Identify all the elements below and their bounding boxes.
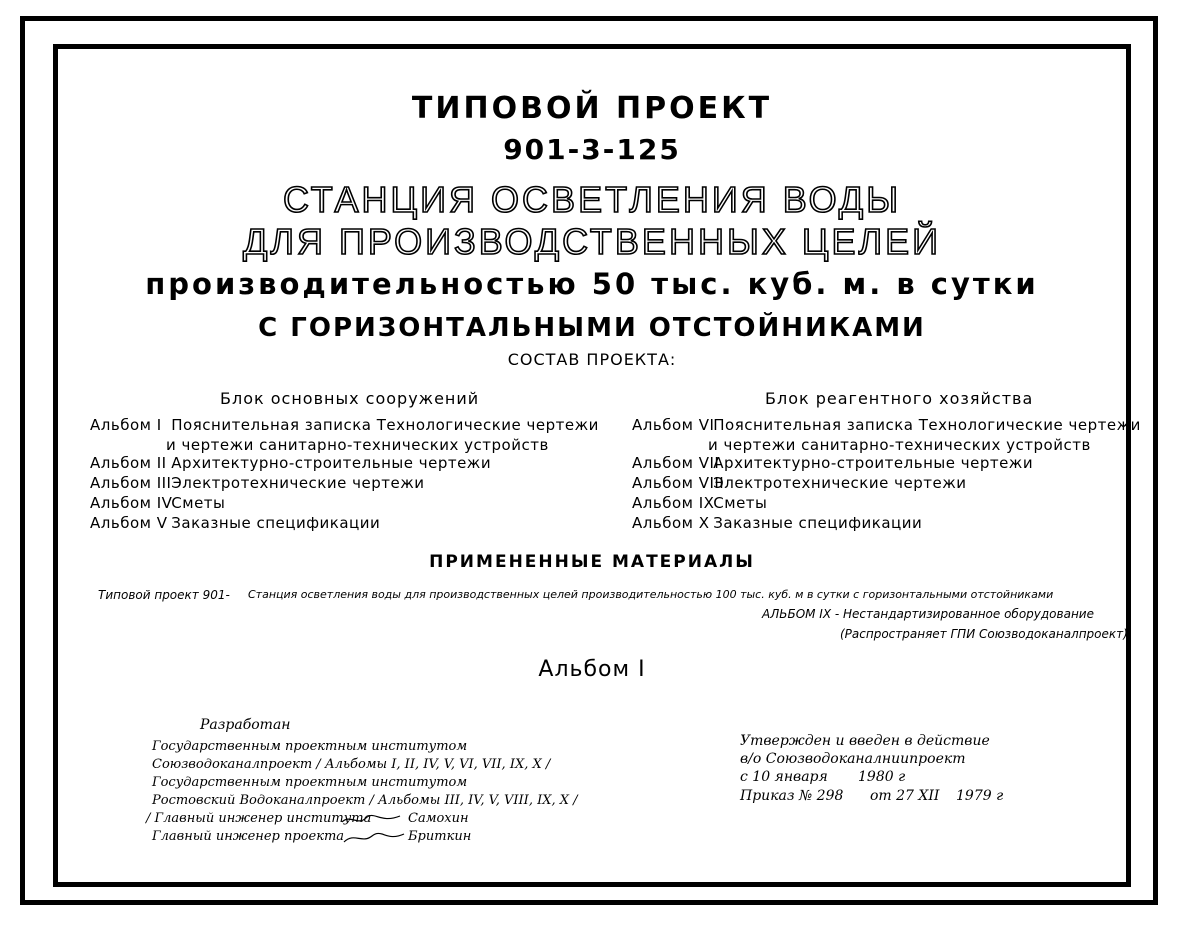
approval-line: в/о Союзводоканалниипроект [740,751,966,767]
signature-image [340,808,408,848]
album-label: Альбом VI [632,416,715,434]
order-year: 1979 г [956,788,1004,804]
album-label: Альбом X [632,514,710,532]
album-description: Электротехнические чертежи [713,474,967,492]
materials-ref-text: Станция осветления воды для производственных целей производительностью 100 тыс. куб. м в сутки с горизонтальными отстойниками [248,588,1054,601]
right-album-row [632,496,767,511]
right-album-row [632,456,1033,471]
left-block-title: Блок основных сооружений [220,389,480,408]
album-description-continued: и чертежи санитарно-технических устройств [708,436,1091,454]
title-capacity: производительностью 50 тыс. куб. м. в сутки [145,267,1039,301]
applied-materials-heading: ПРИМЕНЕННЫЕ МАТЕРИАЛЫ [429,552,755,572]
album-description: Сметы [713,494,768,512]
album-label: Альбом V [90,514,168,532]
signer-name: Самохин [408,811,469,826]
album-description: Заказные спецификации [171,514,381,532]
title-settlers: С ГОРИЗОНТАЛЬНЫМИ ОТСТОЙНИКАМИ [258,313,926,343]
approval-line: Утвержден и введен в действие [740,733,990,749]
title-typical-project: ТИПОВОЙ ПРОЕКТ [411,91,773,126]
developed-line: Ростовский Водоканалпроект / Альбомы III, IV, V, VIII, IX, X / [152,793,578,808]
right-block-title: Блок реагентного хозяйства [765,389,1034,408]
album-label: Альбом I [90,416,162,434]
order-date: от 27 XII [870,788,940,804]
developed-line: / Главный инженер института [146,811,372,826]
album-label: Альбом III [90,474,172,492]
album-label: Альбом IX [632,494,715,512]
album-description: Заказные спецификации [713,514,923,532]
signer-name: Бриткин [408,829,472,844]
left-album-row [90,418,599,433]
album-label: Альбом VII [632,454,720,472]
left-album-row [90,476,424,491]
album-description: Сметы [171,494,226,512]
materials-ref-album: АЛЬБОМ IX - Нестандартизированное оборудование [762,607,1094,621]
album-description-continued: и чертежи санитарно-технических устройств [166,436,549,454]
title-station: СТАНЦИЯ ОСВЕТЛЕНИЯ ВОДЫ [282,179,902,220]
right-album-row [632,516,922,531]
album-description: Электротехнические чертежи [171,474,425,492]
materials-distributor: (Распространяет ГПИ Союзводоканалпроект) [840,627,1128,641]
left-album-row [90,456,491,471]
right-album-row [632,418,1141,433]
approval-date-label: с 10 января [740,769,828,785]
left-album-row [90,516,380,531]
album-label: Альбом IV [90,494,173,512]
album-description: Архитектурно-строительные чертежи [713,454,1034,472]
project-composition-heading: СОСТАВ ПРОЕКТА: [507,350,677,369]
developed-line: Государственным проектным институтом [152,739,468,754]
materials-ref-label: Типовой проект 901- [98,588,230,602]
order-number: Приказ № 298 [740,788,844,804]
developed-line: Государственным проектным институтом [152,775,468,790]
album-description: Пояснительная записка Технологические чертежи [713,416,1141,434]
developed-title: Разработан [200,717,291,733]
project-number: 901-3-125 [503,133,681,166]
approval-year: 1980 г [858,769,906,785]
album-description: Архитектурно-строительные чертежи [171,454,492,472]
right-album-row [632,476,966,491]
developed-line: Главный инженер проекта [152,829,345,844]
album-description: Пояснительная записка Технологические чертежи [171,416,599,434]
album-label: Альбом VIII [632,474,725,492]
album-number: Альбом I [538,657,646,682]
title-purpose: ДЛЯ ПРОИЗВОДСТВЕННЫХ ЦЕЛЕЙ [243,221,941,262]
developed-line: Союзводоканалпроект / Альбомы I, II, IV, V, VI, VII, IX, X / [152,757,551,772]
left-album-row [90,496,225,511]
album-label: Альбом II [90,454,167,472]
